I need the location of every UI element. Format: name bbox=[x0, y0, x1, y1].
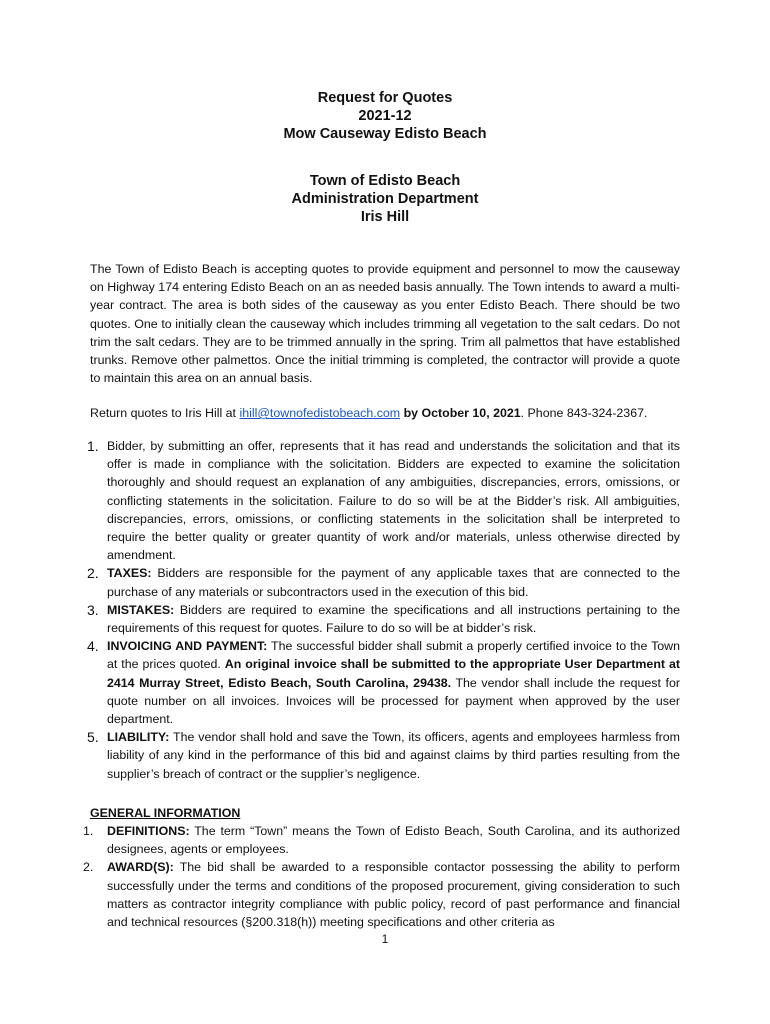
rfq-subject: Mow Causeway Edisto Beach bbox=[283, 126, 487, 142]
item-text: The bid shall be awarded to a responsible contactor possessing the ability to perform successfully under the terms and conditions of the proposed procurement, giving consideration to such matters as contractor integrity compliance with public policy, record of past performance and financial and technical resources (§200.318(h)) meeting specifications and other criteria as bbox=[107, 860, 680, 930]
list-item bbox=[87, 601, 680, 637]
general-information-heading: GENERAL INFORMATION bbox=[90, 806, 241, 820]
rfq-title: Request for Quotes bbox=[317, 90, 453, 106]
general-information-list bbox=[83, 822, 680, 931]
deadline-text: by October 10, 2021 bbox=[400, 406, 521, 420]
item-label: AWARD(S): bbox=[107, 860, 174, 875]
item-text: The term “Town” means the Town of Edisto Beach, South Carolina, and its authorized designees, agents or employees. bbox=[107, 824, 680, 857]
phone-text: . Phone 843-324-2367. bbox=[520, 406, 648, 420]
item-text: Bidder, by submitting an offer, represents that it has read and understands the solicitation and that its offer is made in compliance with the solicitation. Bidders are expected to examine the solicitation thoroughly and should request an explanation of any ambiguities, discrepancies, errors, omissions, or conflicting statements in the solicitation. Failure to do so will be at the Bidder’s risk. All ambiguities, discrepancies, errors, omissions, or conflicting statements in the solicitation shall be interpreted to require the better quality or greater quantity of work and/or materials, unless otherwise directed by amendment. bbox=[107, 439, 680, 563]
item-number: 2. bbox=[83, 860, 94, 875]
item-text: Bidders are responsible for the payment of any applicable taxes that are connected to the purchase of any materials or subcontractors used in the execution of this bid. bbox=[107, 566, 680, 599]
item-bold-text: An original invoice shall be submitted to the appropriate User Department at 2414 Murray Street, Edisto Beach, South Carolina, 29438. bbox=[107, 657, 680, 690]
rfq-number: 2021-12 bbox=[358, 108, 412, 124]
item-text-continued: The vendor shall include the request for quote number on all invoices. Invoices will be processed for payment when approved by the user department. bbox=[107, 675, 680, 727]
list-item bbox=[87, 437, 680, 564]
item-text: The successful bidder shall submit a properly certified invoice to the Town at the prices quoted. bbox=[107, 639, 680, 672]
rfq-title-block bbox=[0, 89, 770, 143]
terms-list bbox=[87, 437, 680, 783]
item-label: INVOICING AND PAYMENT: bbox=[107, 639, 268, 654]
item-number: 1. bbox=[83, 824, 94, 838]
organization-block bbox=[0, 172, 770, 226]
list-item bbox=[87, 728, 680, 783]
item-label: LIABILITY: bbox=[107, 730, 170, 745]
item-text: Bidders are required to examine the specifications and all instructions pertaining to the requirements of this request for quotes. Failure to do so will be at bidder’s risk. bbox=[107, 602, 680, 636]
org-name: Town of Edisto Beach bbox=[309, 173, 461, 189]
return-prefix: Return quotes to Iris Hill at bbox=[90, 406, 240, 420]
email-link[interactable]: ihill@townofedistobeach.com bbox=[239, 406, 401, 420]
item-label: DEFINITIONS: bbox=[107, 824, 190, 838]
list-item bbox=[83, 858, 680, 931]
return-quotes-line bbox=[90, 404, 680, 422]
item-number: 3. bbox=[87, 601, 99, 618]
item-label: TAXES: bbox=[107, 566, 152, 581]
item-number: 1. bbox=[87, 438, 99, 454]
page-number: 1 bbox=[381, 932, 389, 946]
item-number: 2. bbox=[87, 565, 99, 582]
item-label: MISTAKES: bbox=[107, 602, 175, 617]
intro-paragraph: The Town of Edisto Beach is accepting quotes to provide equipment and personnel to mow the causeway on Highway 174 entering Edisto Beach on an as needed basis annually. The Town intends to award a multi-year contract. The area is both sides of the causeway as you enter Edisto Beach. There should be two quotes. One to initially clean the causeway which includes trimming all vegetation to the salt cedars. Do not trim the salt cedars. They are to be trimmed annually in the spring. Trim all palmettos that have established trunks. Remove other palmettos. Once the initial trimming is completed, the contractor will provide a quote to maintain this area on an annual basis. bbox=[90, 262, 680, 386]
item-number: 4. bbox=[87, 638, 99, 655]
contact-name: Iris Hill bbox=[360, 209, 410, 225]
list-item bbox=[87, 637, 680, 728]
item-text: The vendor shall hold and save the Town, its officers, agents and employees harmless from liability of any kind in the performance of this bid and against claims by third parties resulting from the supplier’s breach of contract or the supplier’s negligence. bbox=[107, 730, 680, 781]
list-item bbox=[83, 822, 680, 858]
item-number: 5. bbox=[87, 729, 99, 746]
list-item bbox=[87, 564, 680, 600]
department-name: Administration Department bbox=[291, 191, 479, 207]
